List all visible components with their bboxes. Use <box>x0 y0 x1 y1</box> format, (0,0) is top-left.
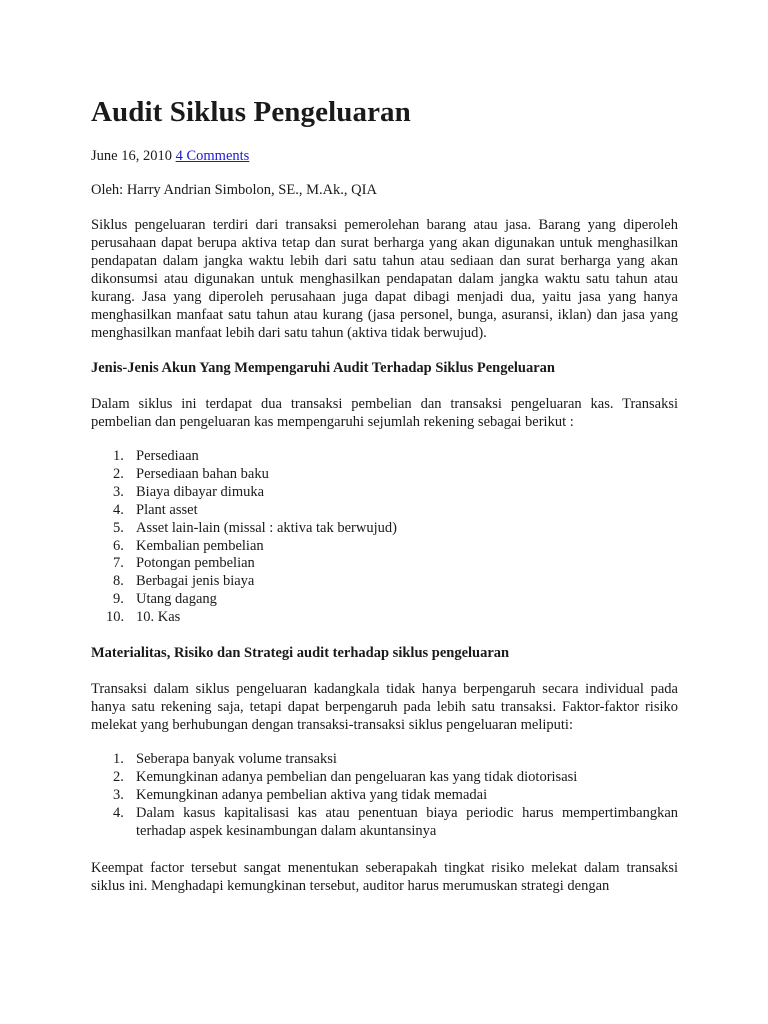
list-item-text: Kemungkinan adanya pembelian aktiva yang tidak memadai <box>136 786 488 803</box>
article-body <box>91 92 678 895</box>
intro-paragraph: Siklus pengeluaran terdiri dari transaksi pemerolehan barang atau jasa. Barang yang diperoleh perusahaan dapat berupa aktiva tetap dan surat berharga yang akan digunakan untuk menghasilkan pendapatan dalam jangka waktu lebih dari satu tahun atau sediaan dan surat berharga yang akan dikonsumsi atau digunakan untuk menghasilkan pendapatan dalam jangka waktu satu tahun atau kurang. Jasa yang diperoleh perusahaan juga dapat dibagi menjadi dua, yaitu jasa yang hanya menghasilkan manfaat satu tahun atau kurang (jasa personel, bunga, asuransi, iklan) dan jasa yang menghasilkan manfaat lebih dari satu tahun (aktiva tidak berwujud). <box>91 217 678 341</box>
list-item-text: Potongan pembelian <box>136 555 255 572</box>
list-item <box>91 520 678 538</box>
list-item-text: Dalam kasus kapitalisasi kas atau penentuan biaya periodic harus mempertimbangkan terhadap aspek kesinambungan dalam akuntansinya <box>136 804 678 839</box>
list-item-text: Berbagai jenis biaya <box>136 573 255 590</box>
list-item-text: Utang dagang <box>136 591 217 608</box>
list-number: 2. <box>113 768 124 785</box>
post-date: June 16, 2010 <box>91 148 172 164</box>
list-item <box>91 555 678 573</box>
list-item-text: 10. Kas <box>136 609 181 626</box>
list-item <box>91 591 678 609</box>
list-number: 1. <box>113 448 124 464</box>
comments-link[interactable]: 4 Comments <box>175 148 250 164</box>
section-heading-materiality: Materialitas, Risiko dan Strategi audit terhadap siklus pengeluaran <box>91 645 510 662</box>
list-item-text: Kembalian pembelian <box>136 537 264 554</box>
list-item <box>91 787 678 805</box>
list-item <box>91 484 678 502</box>
list-number: 8. <box>113 573 124 590</box>
list-item-text: Seberapa banyak volume transaksi <box>136 751 337 768</box>
list-number: 1. <box>113 751 124 768</box>
list-item <box>91 502 678 520</box>
list-number: 2. <box>113 465 124 482</box>
section-heading-accounts: Jenis-Jenis Akun Yang Mempengaruhi Audit Terhadap Siklus Pengeluaran <box>91 360 555 376</box>
list-item <box>91 573 678 591</box>
list-number: 10. <box>106 609 125 626</box>
list-number: 4. <box>113 804 124 821</box>
list-item-text: Biaya dibayar dimuka <box>136 483 265 500</box>
closing-paragraph: Keempat factor tersebut sangat menentukan seberapakah tingkat risiko melekat dalam transaksi siklus ini. Menghadapi kemungkinan tersebut, auditor harus merumuskan strategi dengan <box>91 859 678 894</box>
list-number: 9. <box>113 591 124 608</box>
risk-factors-list <box>91 751 678 841</box>
list-number: 5. <box>113 519 124 536</box>
list-item <box>91 751 678 769</box>
list-item-text: Kemungkinan adanya pembelian dan pengeluaran kas yang tidak diotorisasi <box>136 768 578 785</box>
list-item <box>91 805 678 841</box>
list-item-text: Plant asset <box>136 501 198 518</box>
list-number: 7. <box>113 555 124 572</box>
list-item <box>91 609 678 627</box>
list-item-text: Asset lain-lain (missal : aktiva tak berwujud) <box>136 519 397 536</box>
article-title: Audit Siklus Pengeluaran <box>91 96 411 128</box>
list-item <box>91 448 678 466</box>
list-item <box>91 466 678 484</box>
list-number: 3. <box>113 483 124 500</box>
list-number: 6. <box>113 537 124 554</box>
accounts-paragraph: Dalam siklus ini terdapat dua transaksi pembelian dan transaksi pengeluaran kas. Transaksi pembelian dan pengeluaran kas mempengaruhi sejumlah rekening sebagai berikut : <box>91 396 678 430</box>
list-item-text: Persediaan bahan baku <box>136 465 269 482</box>
list-item <box>91 538 678 556</box>
accounts-list <box>91 448 678 627</box>
list-number: 4. <box>113 501 124 518</box>
list-number: 3. <box>113 786 124 803</box>
list-item <box>91 769 678 787</box>
risk-paragraph: Transaksi dalam siklus pengeluaran kadangkala tidak hanya berpengaruh secara individual pada hanya satu rekening saja, tetapi dapat berpengaruh pada lebih satu transaksi. Faktor-faktor risiko melekat yang berhubungan dengan transaksi-transaksi siklus pengeluaran meliputi: <box>91 681 678 734</box>
author-line: Oleh: Harry Andrian Simbolon, SE., M.Ak., QIA <box>91 182 377 198</box>
post-meta <box>91 146 678 166</box>
list-item-text: Persediaan <box>136 448 199 464</box>
